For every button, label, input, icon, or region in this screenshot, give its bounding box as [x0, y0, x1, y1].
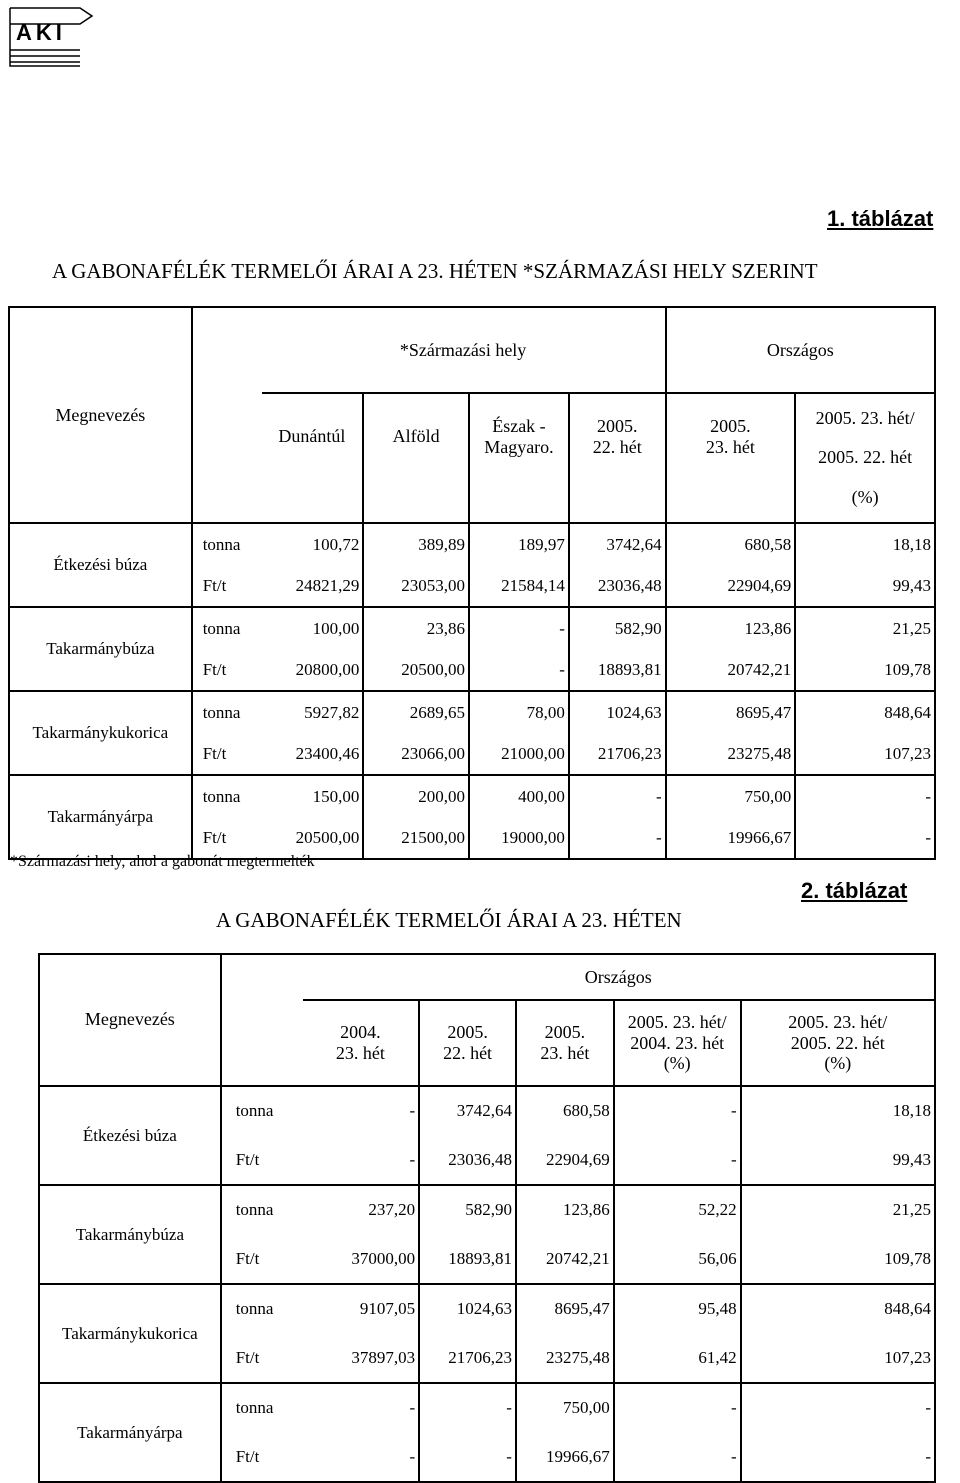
table2-col-pct-2004: [614, 1000, 741, 1086]
value-cell: 56,06: [614, 1235, 741, 1285]
value-cell: -: [419, 1433, 516, 1483]
table-row: [9, 775, 935, 817]
value-cell: -: [795, 817, 935, 859]
value-cell: 21,25: [795, 607, 935, 649]
value-cell: -: [614, 1136, 741, 1186]
table1-col-pct: [795, 393, 935, 523]
value-cell: 37897,03: [303, 1334, 420, 1384]
table1-name-header: Megnevezés: [9, 307, 192, 523]
value-cell: 21,25: [741, 1185, 935, 1235]
table1-col-23-line2: 23. hét: [705, 436, 755, 457]
table2-col-23-line2: 23. hét: [540, 1043, 590, 1063]
value-cell: 680,58: [666, 523, 796, 565]
table1-col-eszak-line2: Magyaro.: [484, 436, 554, 457]
table2-col-23-line1: 2005.: [544, 1022, 586, 1043]
value-cell: -: [419, 1383, 516, 1433]
table1-col-23: [666, 393, 796, 479]
value-cell: 23,86: [363, 607, 469, 649]
table2-col-22-line2: 22. hét: [443, 1043, 493, 1063]
value-cell: 78,00: [469, 691, 569, 733]
table-row: [39, 1383, 935, 1433]
value-cell: 95,48: [614, 1284, 741, 1334]
value-cell: 18893,81: [569, 649, 666, 691]
unit-cell: Ft/t: [192, 817, 262, 859]
value-cell: 750,00: [666, 775, 796, 817]
value-cell: 8695,47: [516, 1284, 614, 1334]
unit-cell: tonna: [221, 1383, 303, 1433]
aki-logo: [6, 4, 96, 70]
value-cell: 22904,69: [666, 565, 796, 607]
table-row: [9, 607, 935, 649]
value-cell: 848,64: [741, 1284, 935, 1334]
value-cell: 24821,29: [262, 565, 364, 607]
unit-cell: tonna: [192, 607, 262, 649]
value-cell: -: [303, 1136, 420, 1186]
table2-col-22-line1: 2005.: [447, 1022, 488, 1043]
table2-unit-header-cell: [221, 954, 303, 1086]
table2-col-23: [516, 1000, 614, 1086]
value-cell: 19966,67: [516, 1433, 614, 1483]
value-cell: 21584,14: [469, 565, 569, 607]
unit-cell: tonna: [192, 775, 262, 817]
value-cell: 52,22: [614, 1185, 741, 1235]
value-cell: -: [569, 775, 666, 817]
table1-origin-group-header: *Származási hely: [262, 307, 666, 393]
table2-col-22: [419, 1000, 516, 1086]
unit-cell: Ft/t: [192, 733, 262, 775]
value-cell: 750,00: [516, 1383, 614, 1433]
table2-col-2004: [303, 1000, 420, 1086]
value-cell: 23053,00: [363, 565, 469, 607]
table1-group-header-row: [9, 307, 935, 393]
value-cell: 20742,21: [666, 649, 796, 691]
value-cell: -: [469, 649, 569, 691]
value-cell: 123,86: [516, 1185, 614, 1235]
value-cell: 20742,21: [516, 1235, 614, 1285]
value-cell: 100,72: [262, 523, 364, 565]
value-cell: 1024,63: [569, 691, 666, 733]
value-cell: 61,42: [614, 1334, 741, 1384]
value-cell: 23036,48: [419, 1136, 516, 1186]
table1-col-alfold: Alföld: [363, 393, 469, 479]
value-cell: 109,78: [741, 1235, 935, 1285]
table2-col-pct-22: [741, 1000, 935, 1086]
table2-col-pa-line1: 2005. 23. hét/: [627, 1011, 727, 1032]
value-cell: 150,00: [262, 775, 364, 817]
table1-body: [9, 523, 935, 859]
value-cell: -: [614, 1383, 741, 1433]
product-name: Étkezési búza: [39, 1086, 221, 1185]
table2-number: 2. táblázat: [801, 878, 908, 903]
value-cell: 20500,00: [262, 817, 364, 859]
table1-col-pct-line2: 2005. 22. hét: [818, 447, 913, 468]
value-cell: 5927,82: [262, 691, 364, 733]
table2-col-pb-line2: 2005. 22. hét: [790, 1032, 885, 1053]
value-cell: -: [741, 1433, 935, 1483]
value-cell: -: [614, 1433, 741, 1483]
unit-cell: Ft/t: [221, 1235, 303, 1285]
table-row: [9, 523, 935, 565]
table2-name-header: Megnevezés: [39, 954, 221, 1086]
value-cell: 8695,47: [666, 691, 796, 733]
table2-national-group-header: Országos: [303, 954, 936, 1000]
value-cell: -: [303, 1383, 420, 1433]
value-cell: 107,23: [795, 733, 935, 775]
unit-cell: tonna: [192, 523, 262, 565]
value-cell: 100,00: [262, 607, 364, 649]
unit-cell: tonna: [221, 1185, 303, 1235]
value-cell: 237,20: [303, 1185, 420, 1235]
value-cell: -: [614, 1086, 741, 1136]
table2-col-pa-line2: 2004. 23. hét: [630, 1032, 725, 1053]
value-cell: 21706,23: [419, 1334, 516, 1384]
value-cell: 848,64: [795, 691, 935, 733]
value-cell: 21000,00: [469, 733, 569, 775]
value-cell: 582,90: [569, 607, 666, 649]
value-cell: 20800,00: [262, 649, 364, 691]
value-cell: 18,18: [795, 523, 935, 565]
product-name: Takarmánykukorica: [39, 1284, 221, 1383]
value-cell: -: [303, 1086, 420, 1136]
product-name: Takarmányárpa: [39, 1383, 221, 1482]
table1-col-pct-line1: 2005. 23. hét/: [815, 407, 915, 428]
table1-col-eszak: [469, 393, 569, 479]
value-cell: 18893,81: [419, 1235, 516, 1285]
product-name: Takarmányárpa: [9, 775, 192, 859]
unit-cell: Ft/t: [221, 1433, 303, 1483]
value-cell: -: [741, 1383, 935, 1433]
value-cell: 37000,00: [303, 1235, 420, 1285]
table1-col-dunantul: Dunántúl: [262, 393, 364, 479]
table2-group-header-row: [39, 954, 935, 1000]
table1-col-23-line1: 2005.: [710, 415, 751, 436]
value-cell: 200,00: [363, 775, 469, 817]
value-cell: 680,58: [516, 1086, 614, 1136]
table2-title: A GABONAFÉLÉK TERMELŐI ÁRAI A 23. HÉTEN: [216, 908, 682, 932]
value-cell: 23275,48: [666, 733, 796, 775]
value-cell: 19000,00: [469, 817, 569, 859]
value-cell: 9107,05: [303, 1284, 420, 1334]
table-row: [9, 691, 935, 733]
value-cell: 21706,23: [569, 733, 666, 775]
value-cell: 18,18: [741, 1086, 935, 1136]
value-cell: -: [469, 607, 569, 649]
unit-cell: Ft/t: [192, 565, 262, 607]
table2-col-pa-line3: (%): [663, 1053, 691, 1074]
table-row: [39, 1284, 935, 1334]
product-name: Takarmánybúza: [39, 1185, 221, 1284]
table1-national-group-header: Országos: [666, 307, 935, 393]
value-cell: 389,89: [363, 523, 469, 565]
value-cell: 23275,48: [516, 1334, 614, 1384]
value-cell: 189,97: [469, 523, 569, 565]
value-cell: -: [795, 775, 935, 817]
product-name: Takarmánykukorica: [9, 691, 192, 775]
table1-col-eszak-line1: Észak -: [492, 415, 546, 436]
table1: [8, 306, 936, 860]
value-cell: 21500,00: [363, 817, 469, 859]
value-cell: -: [569, 817, 666, 859]
table1-title: A GABONAFÉLÉK TERMELŐI ÁRAI A 23. HÉTEN *SZÁRMAZÁSI HELY SZERINT: [52, 259, 818, 283]
table2-col-pb-line3: (%): [824, 1053, 852, 1074]
table1-footnote: *Származási hely, ahol a gabonát megtermelték: [10, 853, 315, 870]
table1-col-22: [569, 393, 666, 479]
value-cell: 23036,48: [569, 565, 666, 607]
value-cell: 123,86: [666, 607, 796, 649]
value-cell: 23066,00: [363, 733, 469, 775]
value-cell: 1024,63: [419, 1284, 516, 1334]
value-cell: 3742,64: [569, 523, 666, 565]
table2: [38, 953, 936, 1483]
unit-cell: Ft/t: [221, 1334, 303, 1384]
value-cell: 3742,64: [419, 1086, 516, 1136]
unit-cell: tonna: [221, 1284, 303, 1334]
table2-col-2004-line1: 2004.: [340, 1022, 381, 1043]
unit-cell: Ft/t: [192, 649, 262, 691]
table1-col-pct-line3: (%): [851, 486, 879, 507]
product-name: Étkezési búza: [9, 523, 192, 607]
table1-col-22-line2: 22. hét: [592, 436, 642, 457]
table2-col-2004-line2: 23. hét: [335, 1043, 385, 1063]
value-cell: 107,23: [741, 1334, 935, 1384]
logo-text: AKI: [16, 20, 66, 45]
value-cell: 400,00: [469, 775, 569, 817]
value-cell: 99,43: [795, 565, 935, 607]
table1-col-22-line1: 2005.: [597, 415, 638, 436]
table1-unit-header-cell: [192, 307, 262, 523]
table2-col-pb-line1: 2005. 23. hét/: [788, 1011, 888, 1032]
table2-body: [39, 1086, 935, 1482]
value-cell: 19966,67: [666, 817, 796, 859]
value-cell: 23400,46: [262, 733, 364, 775]
value-cell: 582,90: [419, 1185, 516, 1235]
value-cell: 22904,69: [516, 1136, 614, 1186]
table-row: [39, 1086, 935, 1136]
value-cell: 20500,00: [363, 649, 469, 691]
table-row: [39, 1185, 935, 1235]
unit-cell: Ft/t: [221, 1136, 303, 1186]
value-cell: 2689,65: [363, 691, 469, 733]
unit-cell: tonna: [221, 1086, 303, 1136]
value-cell: 99,43: [741, 1136, 935, 1186]
value-cell: -: [303, 1433, 420, 1483]
table1-number: 1. táblázat: [827, 206, 934, 231]
product-name: Takarmánybúza: [9, 607, 192, 691]
value-cell: 109,78: [795, 649, 935, 691]
unit-cell: tonna: [192, 691, 262, 733]
